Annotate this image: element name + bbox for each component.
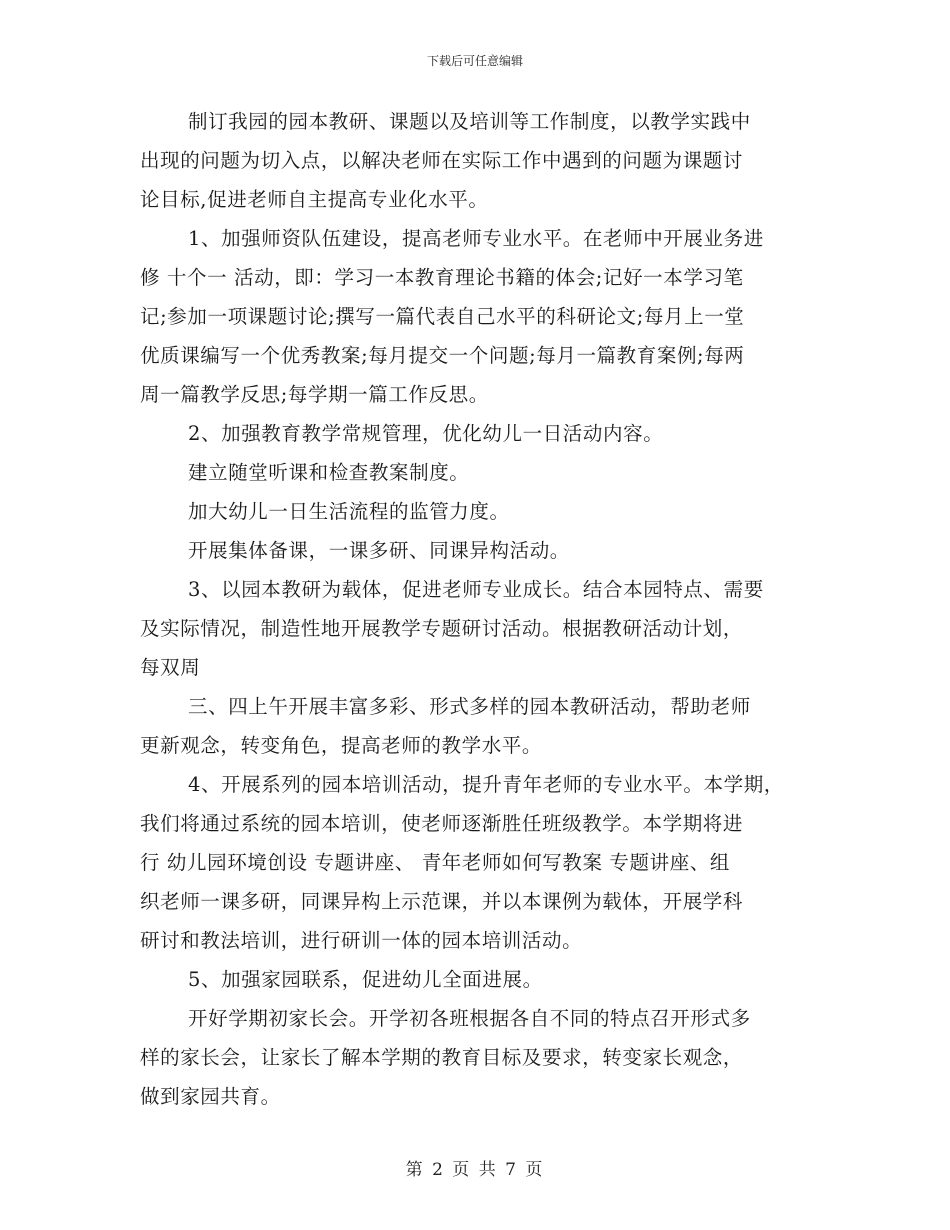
text-line: 每双周 (140, 656, 201, 679)
text-line: 5、加强家园联系，促进幼儿全面进展。 (188, 968, 543, 991)
text-line: 建立随堂听课和检查教案制度。 (188, 461, 470, 484)
text-line: 开展集体备课，一课多研、同课异构活动。 (188, 539, 570, 562)
text-line: 制订我园的园本教研、课题以及培训等工作制度，以教学实践中 (188, 110, 751, 133)
text-line: 记;参加一项课题讨论;撰写一篇代表自己水平的科研论文;每月上一堂 (140, 305, 745, 328)
text-line: 2、加强教育教学常规管理，优化幼儿一日活动内容。 (188, 422, 664, 445)
text-line: 织老师一课多研，同课异构上示范课，并以本课例为载体，开展学科 (140, 890, 744, 913)
text-line: 做到家园共育。 (140, 1085, 281, 1108)
text-line: 研讨和教法培训，进行研训一体的园本培训活动。 (140, 929, 583, 952)
text-line: 开好学期初家长会。开学初各班根据各自不同的特点召开形式多 (188, 1007, 751, 1030)
text-line: 优质课编写一个优秀教案;每月提交一个问题;每月一篇教育案例;每两 (140, 344, 745, 367)
page-header: 下载后可任意编辑 (426, 54, 523, 68)
text-line: 4、开展系列的园本培训活动，提升青年老师的专业水平。本学期， (188, 773, 784, 796)
text-line: 出现的问题为切入点，以解决老师在实际工作中遇到的问题为课题讨 (140, 149, 744, 172)
text-line: 我们将通过系统的园本培训，使老师逐渐胜任班级教学。本学期将进 (140, 812, 744, 835)
text-line: 样的家长会，让家长了解本学期的教育目标及要求，转变家长观念， (140, 1046, 744, 1069)
text-line: 周一篇教学反思;每学期一篇工作反思。 (140, 383, 489, 406)
text-line: 加大幼儿一日生活流程的监管力度。 (188, 500, 510, 523)
text-line: 1、加强师资队伍建设，提高老师专业水平。在老师中开展业务进 (188, 227, 764, 250)
document-body (140, 102, 820, 1116)
text-line: 及实际情况，制造性地开展教学专题研讨活动。根据教研活动计划， (140, 617, 744, 640)
text-line: 行 幼儿园环境创设 专题讲座、 青年老师如何写教案 专题讲座、组 (140, 851, 730, 874)
page-footer: 第 2 页 共 7 页 (405, 1160, 545, 1180)
text-line: 更新观念，转变角色，提高老师的教学水平。 (140, 734, 543, 757)
text-line: 3、以园本教研为载体，促进老师专业成长。结合本园特点、需要 (188, 578, 764, 601)
text-line: 三、四上午开展丰富多彩、形式多样的园本教研活动，帮助老师 (188, 695, 751, 718)
text-line: 论目标,促进老师自主提高专业化水平。 (140, 188, 489, 211)
text-line: 修 十个一 活动，即：学习一本教育理论书籍的体会;记好一本学习笔 (140, 266, 744, 289)
